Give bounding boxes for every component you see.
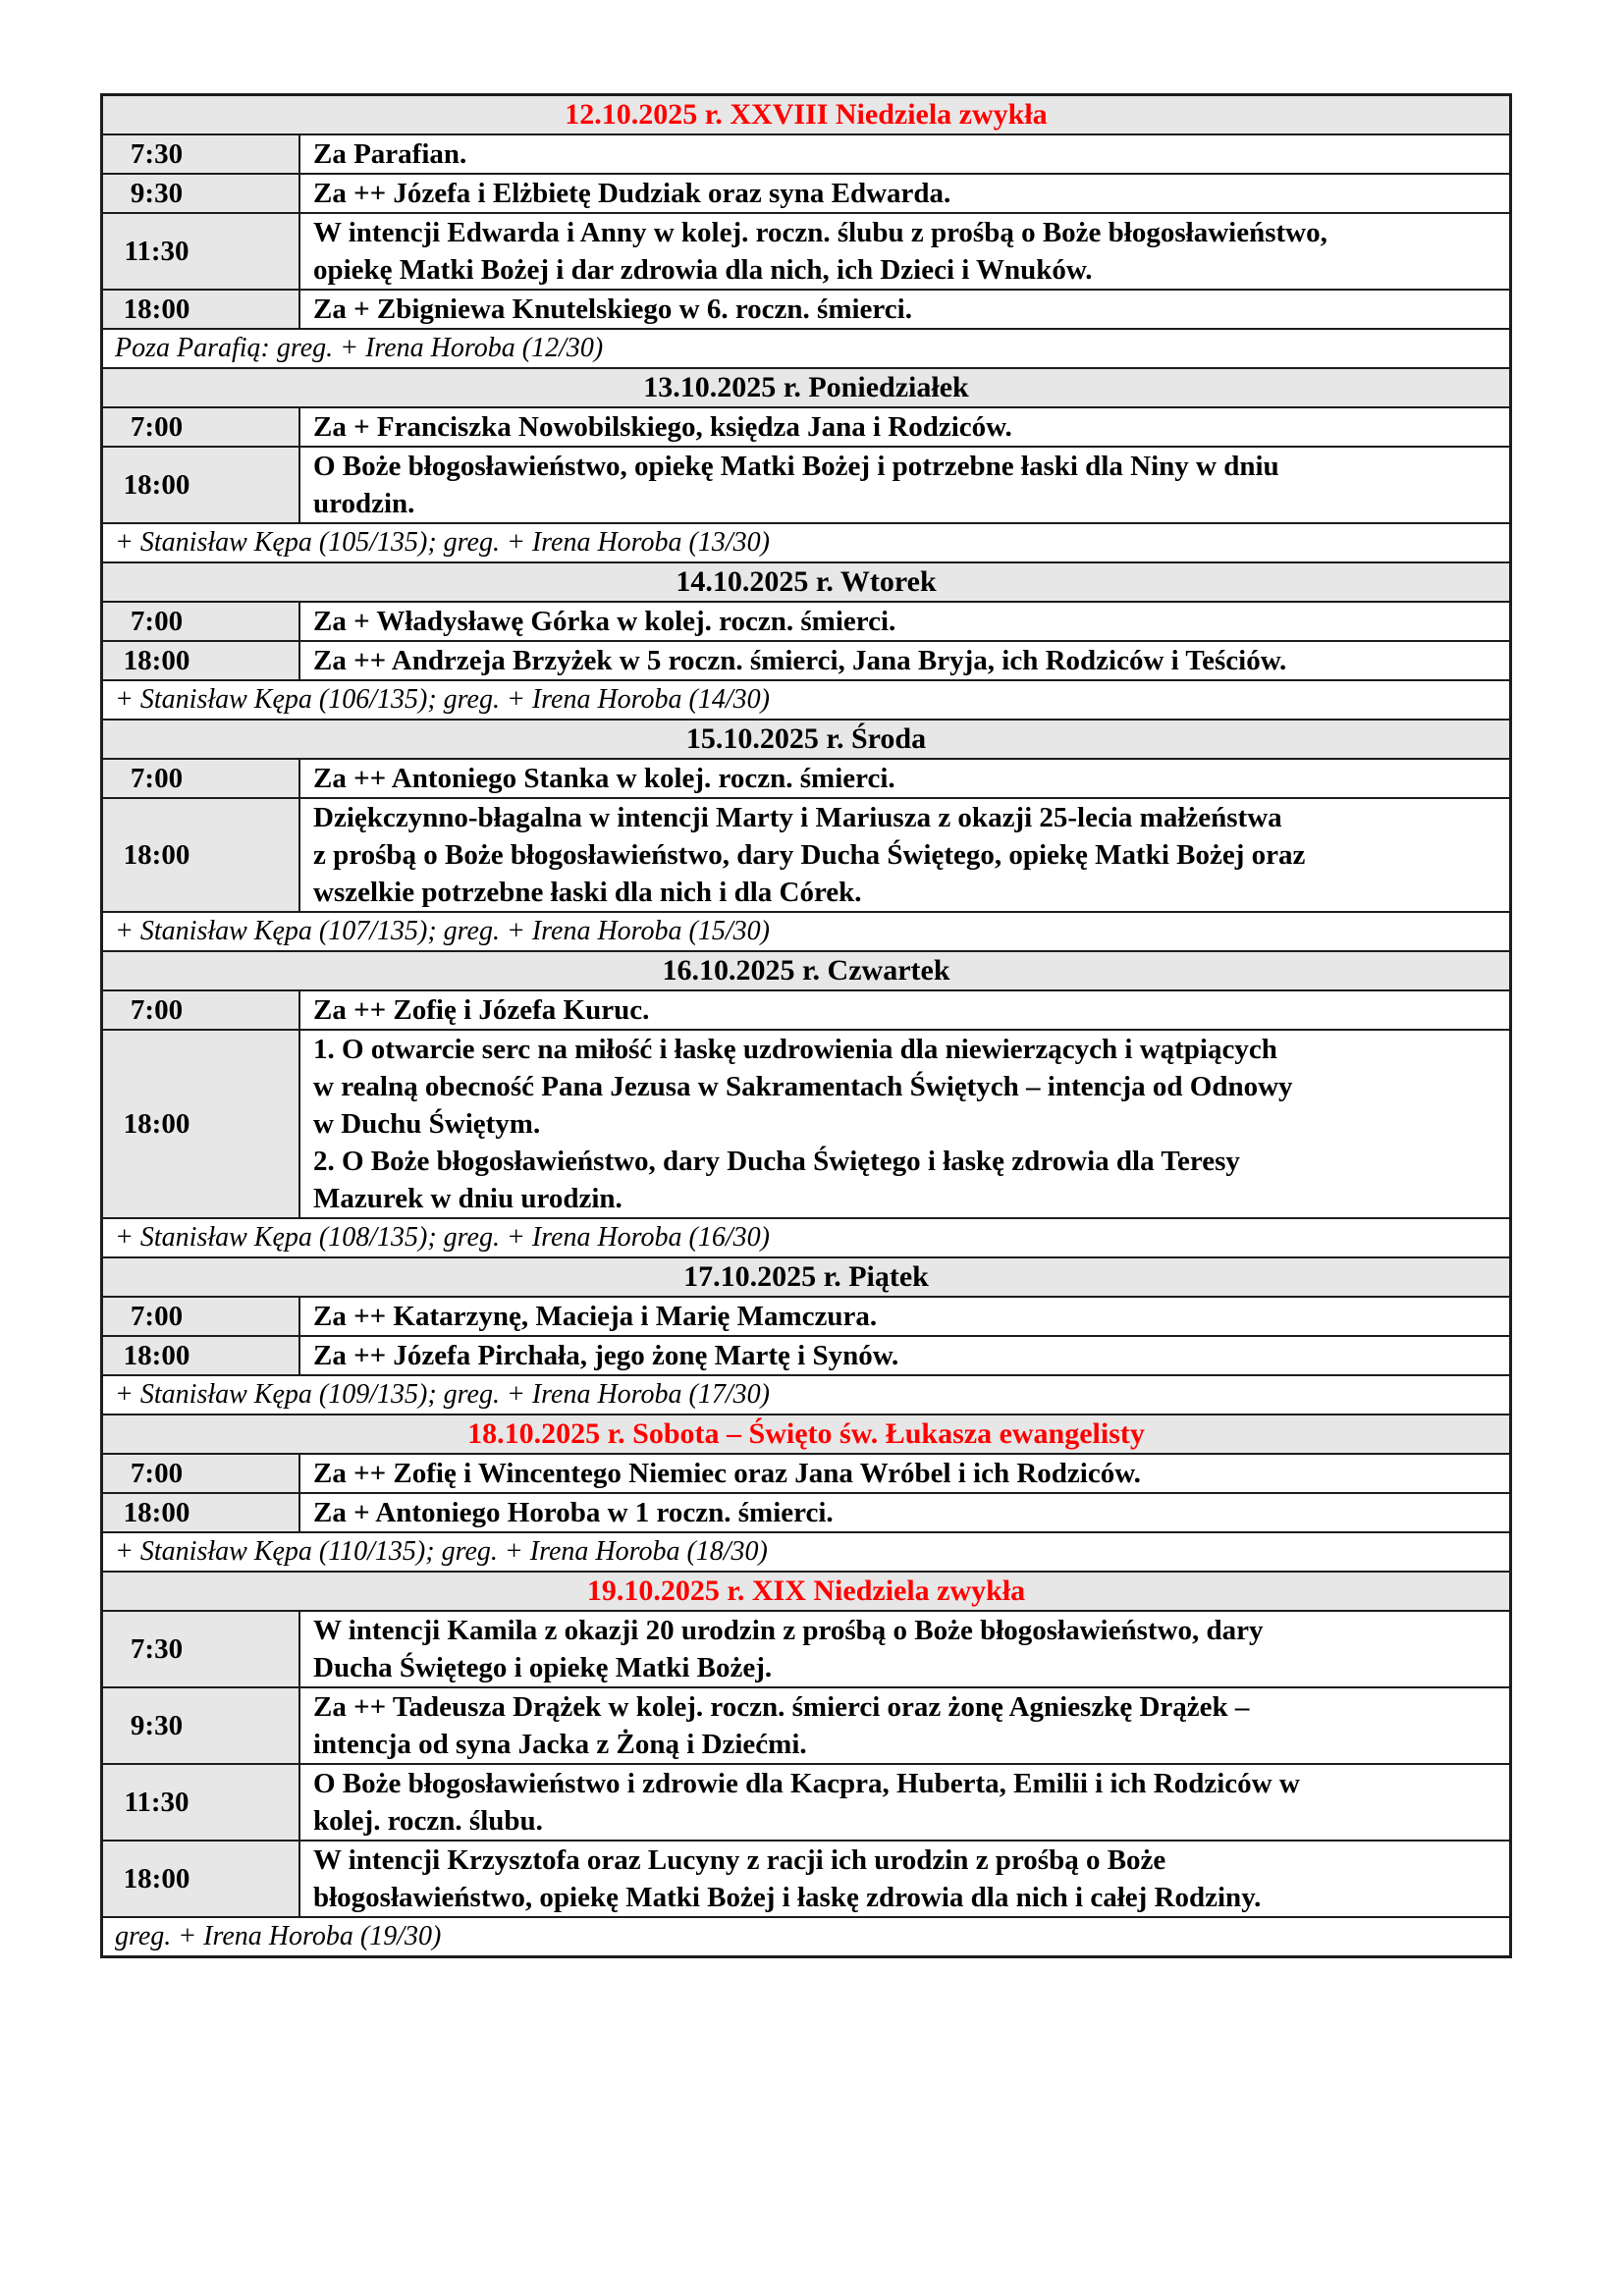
intention-line: 1. O otwarcie serc na miłość i łaskę uzdrowienia dla niewierzących i wątpiących xyxy=(313,1034,1277,1065)
intention-line: Za ++ Tadeusza Drążek w kolej. roczn. śmierci oraz żonę Agnieszkę Drążek – xyxy=(313,1691,1250,1723)
intention-line: W intencji Edwarda i Anny w kolej. roczn. ślubu z prośbą o Boże błogosławieństwo, xyxy=(313,217,1327,248)
mass-intention xyxy=(300,214,1509,289)
mass-intention xyxy=(300,1455,1509,1492)
mass-time: 7:30 xyxy=(103,1612,300,1686)
mass-intention xyxy=(300,291,1509,328)
mass-time: 7:30 xyxy=(103,135,300,173)
mass-time: 7:00 xyxy=(103,408,300,446)
intention-line: Za Parafian. xyxy=(313,138,467,170)
intention-line: Dziękczynno-błagalna w intencji Marty i Mariusza z okazji 25-lecia małżeństwa xyxy=(313,802,1282,833)
intention-line: Za ++ Andrzeja Brzyżek w 5 roczn. śmierci, Jana Bryja, ich Rodziców i Teściów. xyxy=(313,645,1287,676)
mass-intention xyxy=(300,991,1509,1029)
mass-row xyxy=(103,175,1509,214)
mass-intention xyxy=(300,760,1509,797)
intention-line: w realną obecność Pana Jezusa w Sakramentach Świętych – intencja od Odnowy xyxy=(313,1071,1293,1102)
intention-line: Za ++ Katarzynę, Macieja i Marię Mamczura. xyxy=(313,1301,878,1332)
mass-intention xyxy=(300,1842,1509,1916)
gregorianka-note: + Stanisław Kępa (109/135); greg. + Irena Horoba (17/30) xyxy=(103,1376,1509,1415)
intention-line: Za + Franciszka Nowobilskiego, księdza Jana i Rodziców. xyxy=(313,411,1012,443)
mass-intention xyxy=(300,1031,1509,1217)
mass-row xyxy=(103,448,1509,524)
gregorianka-note: greg. + Irena Horoba (19/30) xyxy=(103,1918,1509,1955)
intention-line: intencja od syna Jacka z Żoną i Dziećmi. xyxy=(313,1729,807,1760)
day-header: 18.10.2025 r. Sobota – Święto św. Łukasza ewangelisty xyxy=(103,1415,1509,1455)
mass-row xyxy=(103,291,1509,330)
day-header: 17.10.2025 r. Piątek xyxy=(103,1258,1509,1298)
mass-row xyxy=(103,1842,1509,1918)
mass-intention xyxy=(300,642,1509,679)
intention-line: błogosławieństwo, opiekę Matki Bożej i łaskę zdrowia dla nich i całej Rodziny. xyxy=(313,1882,1262,1913)
mass-row xyxy=(103,1298,1509,1337)
mass-row xyxy=(103,1494,1509,1533)
intention-line: Za ++ Zofię i Józefa Kuruc. xyxy=(313,994,650,1026)
intention-line: Za ++ Józefa Pirchała, jego żonę Martę i Synów. xyxy=(313,1340,899,1371)
day-header: 14.10.2025 r. Wtorek xyxy=(103,563,1509,603)
mass-row xyxy=(103,603,1509,642)
mass-intentions-table xyxy=(100,93,1512,1958)
mass-time: 18:00 xyxy=(103,642,300,679)
mass-intention xyxy=(300,408,1509,446)
mass-row xyxy=(103,1765,1509,1842)
mass-time: 7:00 xyxy=(103,760,300,797)
mass-intention xyxy=(300,448,1509,522)
mass-intention xyxy=(300,175,1509,212)
mass-row xyxy=(103,1031,1509,1219)
mass-intention xyxy=(300,1494,1509,1531)
intention-line: Za ++ Antoniego Stanka w kolej. roczn. śmierci. xyxy=(313,763,895,794)
day-header: 15.10.2025 r. Środa xyxy=(103,721,1509,760)
mass-intention xyxy=(300,1337,1509,1374)
mass-time: 7:00 xyxy=(103,1455,300,1492)
intention-line: 2. O Boże błogosławieństwo, dary Ducha Świętego i łaskę zdrowia dla Teresy xyxy=(313,1146,1240,1177)
day-header: 13.10.2025 r. Poniedziałek xyxy=(103,369,1509,408)
intention-line: kolej. roczn. ślubu. xyxy=(313,1805,543,1837)
intention-line: O Boże błogosławieństwo i zdrowie dla Kacpra, Huberta, Emilii i ich Rodziców w xyxy=(313,1768,1300,1799)
mass-intention xyxy=(300,1612,1509,1686)
intention-line: W intencji Krzysztofa oraz Lucyny z racji ich urodzin z prośbą o Boże xyxy=(313,1844,1166,1876)
intention-line: Za ++ Zofię i Wincentego Niemiec oraz Jana Wróbel i ich Rodziców. xyxy=(313,1458,1141,1489)
gregorianka-note: Poza Parafią: greg. + Irena Horoba (12/30) xyxy=(103,330,1509,369)
intention-line: opiekę Matki Bożej i dar zdrowia dla nich, ich Dzieci i Wnuków. xyxy=(313,254,1093,286)
mass-time: 7:00 xyxy=(103,1298,300,1335)
intention-line: W intencji Kamila z okazji 20 urodzin z prośbą o Boże błogosławieństwo, dary xyxy=(313,1615,1264,1646)
mass-row xyxy=(103,135,1509,175)
mass-intention xyxy=(300,1765,1509,1840)
intention-line: wszelkie potrzebne łaski dla nich i dla Córek. xyxy=(313,877,862,908)
mass-time: 9:30 xyxy=(103,1688,300,1763)
mass-intention xyxy=(300,799,1509,911)
gregorianka-note: + Stanisław Kępa (110/135); greg. + Irena Horoba (18/30) xyxy=(103,1533,1509,1573)
mass-time: 18:00 xyxy=(103,1337,300,1374)
mass-time: 18:00 xyxy=(103,1031,300,1217)
mass-row xyxy=(103,991,1509,1031)
mass-row xyxy=(103,799,1509,913)
day-header: 12.10.2025 r. XXVIII Niedziela zwykła xyxy=(103,96,1509,135)
mass-row xyxy=(103,1455,1509,1494)
mass-row xyxy=(103,642,1509,681)
mass-time: 7:00 xyxy=(103,991,300,1029)
mass-time: 9:30 xyxy=(103,175,300,212)
mass-time: 18:00 xyxy=(103,1494,300,1531)
intention-line: z prośbą o Boże błogosławieństwo, dary Ducha Świętego, opiekę Matki Bożej oraz xyxy=(313,839,1306,871)
mass-time: 18:00 xyxy=(103,799,300,911)
mass-row xyxy=(103,1337,1509,1376)
gregorianka-note: + Stanisław Kępa (105/135); greg. + Irena Horoba (13/30) xyxy=(103,524,1509,563)
mass-row xyxy=(103,214,1509,291)
intention-line: Mazurek w dniu urodzin. xyxy=(313,1183,623,1214)
intention-line: Za + Zbigniewa Knutelskiego w 6. roczn. śmierci. xyxy=(313,294,912,325)
mass-intention xyxy=(300,603,1509,640)
day-header: 19.10.2025 r. XIX Niedziela zwykła xyxy=(103,1573,1509,1612)
mass-time: 18:00 xyxy=(103,291,300,328)
mass-time: 11:30 xyxy=(103,214,300,289)
mass-time: 11:30 xyxy=(103,1765,300,1840)
intention-line: Za + Antoniego Horoba w 1 roczn. śmierci. xyxy=(313,1497,834,1528)
mass-row xyxy=(103,760,1509,799)
intention-line: Za + Władysławę Górka w kolej. roczn. śmierci. xyxy=(313,606,896,637)
gregorianka-note: + Stanisław Kępa (106/135); greg. + Irena Horoba (14/30) xyxy=(103,681,1509,721)
mass-intention xyxy=(300,1298,1509,1335)
mass-row xyxy=(103,1688,1509,1765)
gregorianka-note: + Stanisław Kępa (107/135); greg. + Irena Horoba (15/30) xyxy=(103,913,1509,952)
intention-line: urodzin. xyxy=(313,488,415,519)
mass-row xyxy=(103,408,1509,448)
gregorianka-note: + Stanisław Kępa (108/135); greg. + Irena Horoba (16/30) xyxy=(103,1219,1509,1258)
mass-intention xyxy=(300,135,1509,173)
intention-line: Za ++ Józefa i Elżbietę Dudziak oraz syna Edwarda. xyxy=(313,178,951,209)
day-header: 16.10.2025 r. Czwartek xyxy=(103,952,1509,991)
mass-time: 18:00 xyxy=(103,1842,300,1916)
mass-time: 18:00 xyxy=(103,448,300,522)
intention-line: Ducha Świętego i opiekę Matki Bożej. xyxy=(313,1652,773,1683)
intention-line: O Boże błogosławieństwo, opiekę Matki Bożej i potrzebne łaski dla Niny w dniu xyxy=(313,451,1279,482)
mass-time: 7:00 xyxy=(103,603,300,640)
intention-line: w Duchu Świętym. xyxy=(313,1108,541,1140)
mass-intention xyxy=(300,1688,1509,1763)
mass-row xyxy=(103,1612,1509,1688)
